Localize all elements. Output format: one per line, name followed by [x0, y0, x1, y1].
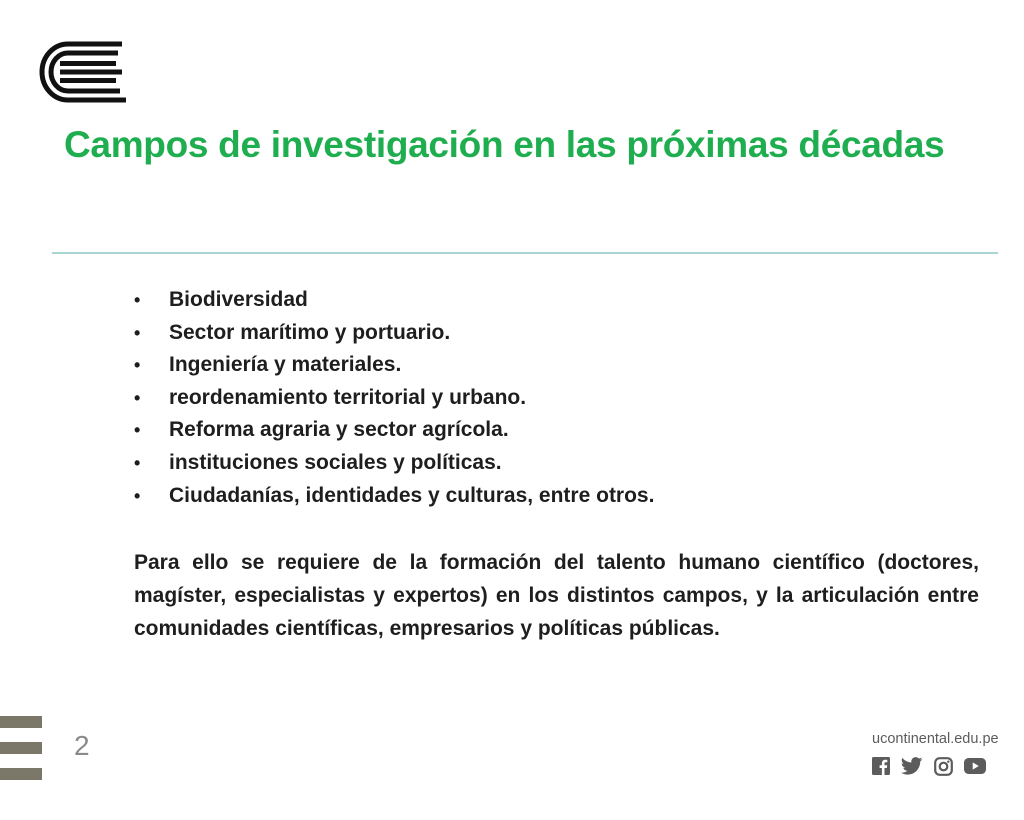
list-item-text: Ciudadanías, identidades y culturas, entre otros. [169, 483, 655, 507]
list-item-text: instituciones sociales y políticas. [169, 450, 502, 474]
bullet-icon: • [134, 387, 141, 408]
list-item-text: Ingeniería y materiales. [169, 353, 402, 377]
list-item [134, 447, 654, 480]
university-logo-icon [38, 40, 128, 104]
list-item [134, 382, 654, 415]
list-item [134, 284, 654, 317]
bullet-icon: • [134, 322, 141, 343]
list-item-text: Biodiversidad [169, 288, 308, 311]
facebook-icon[interactable] [872, 757, 890, 775]
bullet-icon: • [134, 355, 141, 376]
bullet-icon: • [134, 290, 141, 310]
list-item [134, 414, 654, 447]
list-item-text: Reforma agraria y sector agrícola. [169, 418, 509, 442]
social-links [872, 756, 986, 776]
instagram-icon[interactable] [934, 757, 953, 776]
slide-title: Campos de investigación en las próximas décadas [64, 124, 945, 165]
body-paragraph: Para ello se requiere de la formación del talento humano científico (doctores, magíster, especialistas y expertos) en los distintos campos, y la articulación entre comunidades científicas, empresarios y políticas públicas. [134, 551, 979, 640]
bullet-icon: • [134, 452, 141, 473]
youtube-icon[interactable] [964, 758, 986, 774]
twitter-icon[interactable] [901, 757, 923, 775]
bullet-icon: • [134, 485, 141, 506]
list-item [134, 349, 654, 382]
list-item-text: Sector marítimo y portuario. [169, 320, 451, 344]
research-fields-list [134, 284, 654, 512]
bullet-icon: • [134, 420, 141, 441]
page-number: 2 [74, 730, 90, 761]
list-item [134, 317, 654, 350]
list-item-text: reordenamiento territorial y urbano. [169, 385, 527, 409]
title-divider [52, 252, 998, 254]
menu-bars-icon [0, 716, 42, 780]
list-item [134, 480, 654, 513]
site-url[interactable]: ucontinental.edu.pe [872, 731, 999, 747]
